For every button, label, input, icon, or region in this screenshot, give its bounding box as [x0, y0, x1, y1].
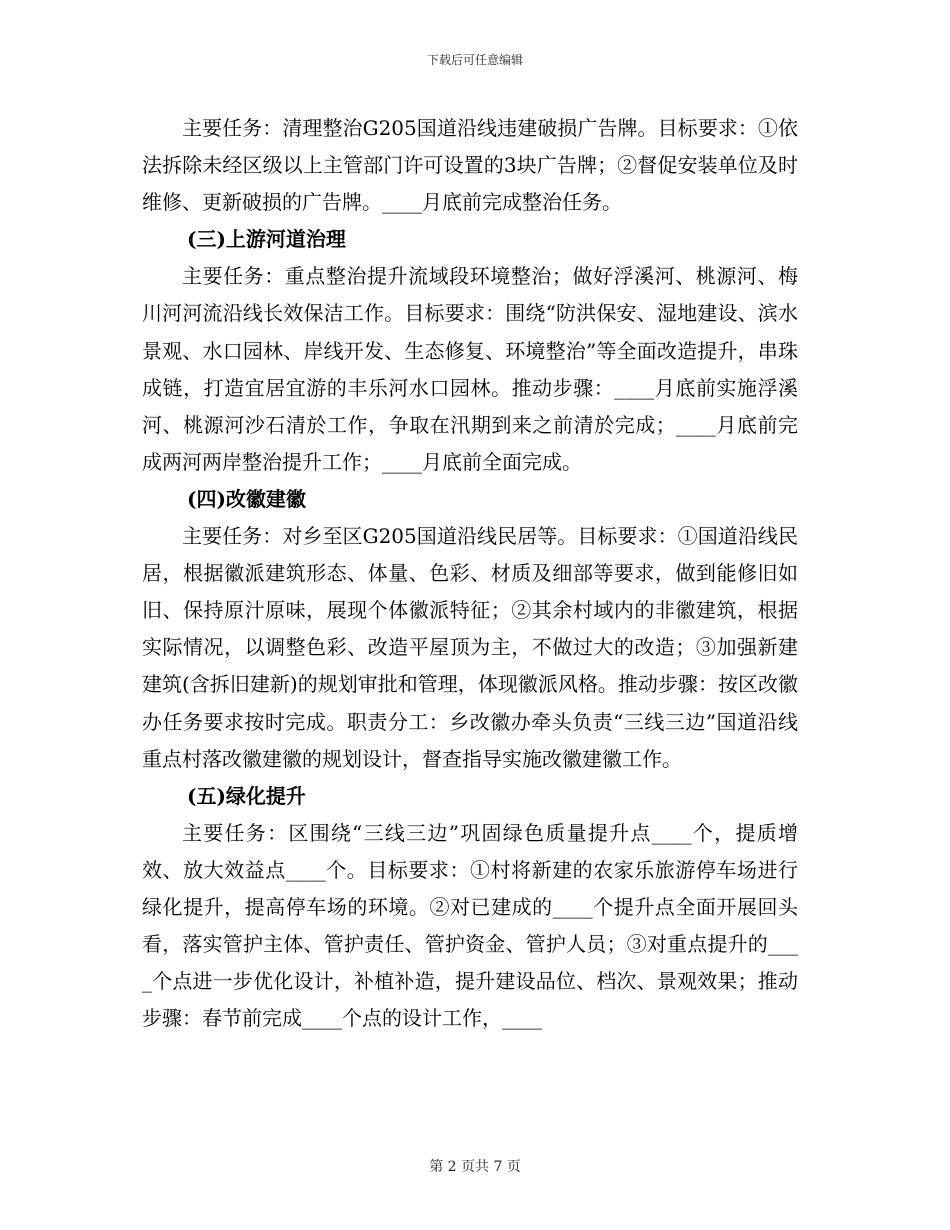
page-number: 第 2 页共 7 页 — [429, 1159, 521, 1175]
section-heading-greening: (五)绿化提升 — [187, 783, 306, 808]
section-heading-river: (三)上游河道治理 — [187, 227, 346, 252]
paragraph-hui-style-task: 主要任务：对乡至区G205国道沿线民居等。目标要求：①国道沿线民居，根据徽派建筑形态、体量、色彩、材质及细部等要求，做到能修旧如旧、保持原汁原味，展现个体徽派特征；②其余村域内的非徽建筑，根据实际情况，以调整色彩、改造平屋顶为主，不做过大的改造；③加强新建建筑(含拆旧建新)的规划审批和管理，体现徽派风格。推动步骤：按区改徽办任务要求按时完成。职责分工：乡改徽办牵头负责“三线三边”国道沿线重点村落改徽建徽的规划设计，督查指导实施改徽建徽工作。 — [142, 524, 798, 771]
section-heading-hui-style: (四)改徽建徽 — [187, 486, 306, 511]
document-body — [142, 110, 798, 1037]
paragraph-greening-task: 主要任务：区围绕“三线三边”巩固绿色质量提升点____个，提质增效、放大效益点____个。目标要求：①村将新建的农家乐旅游停车场进行绿化提升，提高停车场的环境。②对已建成的____个提升点全面开展回头看，落实管护主体、管护责任、管护资金、管护人员；③对重点提升的____个点进一步优化设计，补植补造，提升建设品位、档次、景观效果；推动步骤：春节前完成____个点的设计工作，____ — [142, 820, 798, 1031]
paragraph-river-task: 主要任务：重点整治提升流域段环境整治；做好浮溪河、桃源河、梅川河河流沿线长效保洁工作。目标要求：围绕“防洪保安、湿地建设、滨水景观、水口园林、岸线开发、生态修复、环境整治”等全面改造提升，串珠成链，打造宜居宜游的丰乐河水口园林。推动步骤：____月底前实施浮溪河、桃源河沙石清於工作，争取在汛期到来之前清於完成；____月底前完成两河两岸整治提升工作；____月底前全面完成。 — [142, 264, 798, 474]
page-header-note: 下载后可任意编辑 — [426, 53, 523, 67]
paragraph-billboard-task: 主要任务：清理整治G205国道沿线违建破损广告牌。目标要求：①依法拆除未经区级以上主管部门许可设置的3块广告牌；②督促安装单位及时维修、更新破损的广告牌。____月底前完成整治任务。 — [142, 116, 798, 215]
